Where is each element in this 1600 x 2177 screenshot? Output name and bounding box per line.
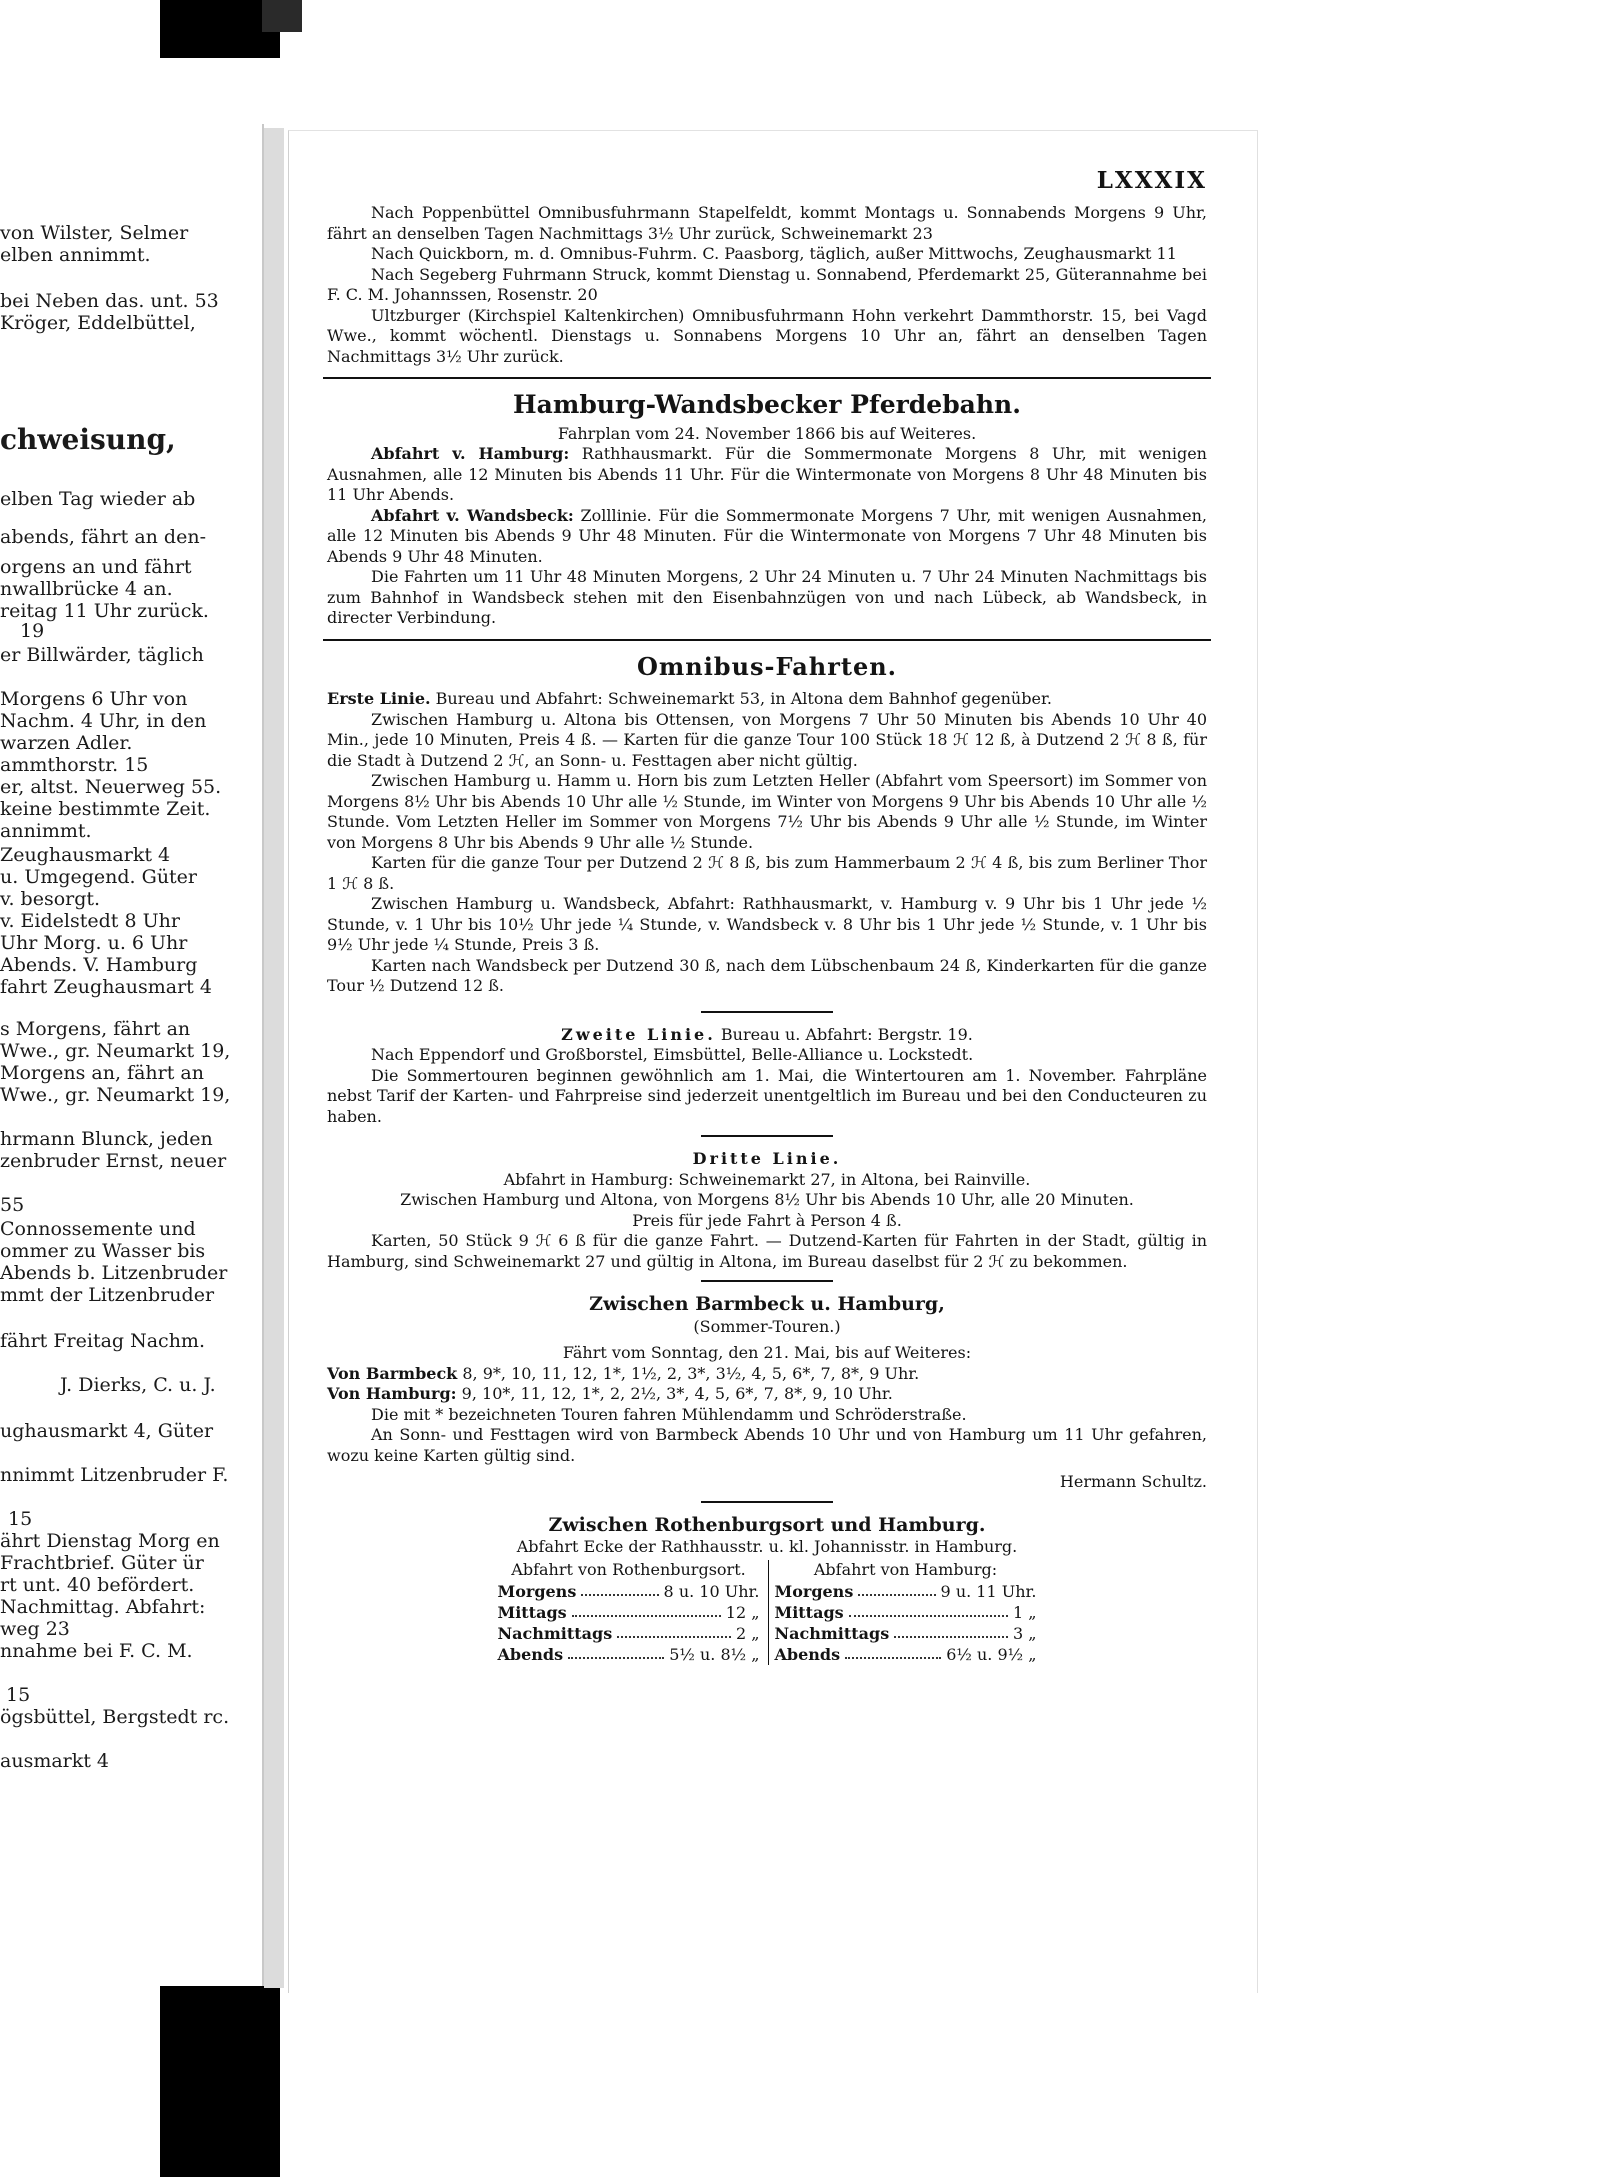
left-line: reitag 11 Uhr zurück.	[0, 600, 209, 622]
left-line: Zeughausmarkt 4	[0, 844, 171, 866]
page-number: LXXXIX	[1096, 167, 1207, 194]
barmbeck-from-hamburg	[327, 1384, 1207, 1405]
from-hamburg-label: Von Hamburg:	[327, 1384, 457, 1403]
horsetram-departure-wandsbeck	[327, 506, 1207, 568]
short-rule	[701, 1135, 833, 1137]
left-line: fahrt Zeughausmart 4	[0, 976, 212, 998]
line2-destinations: Nach Eppendorf und Großborstel, Eimsbüttel, Belle-Alliance u. Lockstedt.	[371, 1045, 974, 1064]
short-rule	[701, 1280, 833, 1282]
timetable-row	[498, 1644, 760, 1665]
left-line: elben annimmt.	[0, 244, 151, 266]
left-line: 55	[0, 1194, 25, 1216]
line3-office: Abfahrt in Hamburg: Schweinemarkt 27, in Altona, bei Rainville.	[503, 1169, 1031, 1189]
barmbeck-signature: Hermann Schultz.	[1059, 1472, 1207, 1491]
left-line: Nachm. 4 Uhr, in den	[0, 710, 207, 732]
row-value: 8 u. 10 Uhr.	[663, 1582, 760, 1601]
left-line: Nachmittag. Abfahrt:	[0, 1596, 206, 1618]
left-line: warzen Adler.	[0, 732, 133, 754]
timetable-row	[775, 1623, 1037, 1644]
left-line: Abends b. Litzenbruder	[0, 1262, 228, 1284]
left-line: Frachtbrief. Güter ür	[0, 1552, 204, 1574]
rothenburgsort-timetable	[327, 1560, 1207, 1666]
page-content	[327, 203, 1207, 1665]
left-line: rt unt. 40 befördert.	[0, 1574, 195, 1596]
short-rule	[701, 1501, 833, 1503]
timetable-row	[498, 1602, 760, 1623]
left-line: nnahme bei F. C. M.	[0, 1640, 193, 1662]
left-line: 15	[6, 1684, 31, 1706]
rothenburgsort-subtitle: Abfahrt Ecke der Rathhausstr. u. kl. Johannisstr. in Hamburg.	[516, 1537, 1018, 1556]
barmbeck-subtitle: (Sommer-Touren.)	[693, 1316, 841, 1336]
timetable-row	[498, 1623, 760, 1644]
timetable-col-heading: Abfahrt von Rothenburgsort.	[511, 1559, 746, 1579]
section-rule	[323, 639, 1211, 641]
timetable-col-heading: Abfahrt von Hamburg:	[813, 1559, 998, 1579]
from-barmbeck-times: 8, 9*, 10, 11, 12, 1*, 1½, 2, 3*, 3½, 4, 5, 6*, 7, 8*, 9 Uhr.	[462, 1363, 920, 1383]
left-line: Wwe., gr. Neumarkt 19,	[0, 1040, 231, 1062]
row-value: 6½ u. 9½ „	[946, 1645, 1037, 1664]
horsetram-title: Hamburg-Wandsbecker Pferdebahn.	[513, 390, 1021, 419]
from-barmbeck-label: Von Barmbeck	[327, 1363, 458, 1383]
timetable-col-rothenburgsort	[498, 1560, 769, 1666]
left-line: annimmt.	[0, 820, 92, 842]
line3-route: Zwischen Hamburg und Altona, von Morgens 8½ Uhr bis Abends 10 Uhr, alle 20 Minuten.	[400, 1190, 1134, 1209]
line2-text: Die Sommertouren beginnen gewöhnlich am 1. Mai, die Wintertouren am 1. November. Fahrpläne nebst Tarif der Karten- und Fahrpreise sind jederzeit unentgeltlich im Bureau und bei den Conducteuren zu haben.	[327, 1065, 1207, 1126]
left-line: er, altst. Neuerweg 55.	[0, 776, 222, 798]
left-line: v. Eidelstedt 8 Uhr	[0, 910, 180, 932]
left-line: zenbruder Ernst, neuer	[0, 1150, 227, 1172]
row-value: 3 „	[1012, 1624, 1037, 1643]
row-value: 2 „	[735, 1624, 760, 1643]
left-line: mmt der Litzenbruder	[0, 1284, 215, 1306]
left-line: keine bestimmte Zeit.	[0, 798, 211, 820]
row-label: Nachmittags	[497, 1624, 613, 1643]
left-line: Uhr Morg. u. 6 Uhr	[0, 932, 188, 954]
line2-office: Bureau u. Abfahrt: Bergstr. 19.	[720, 1024, 973, 1044]
left-line: nnimmt Litzenbruder F.	[0, 1464, 229, 1486]
left-line: s Morgens, fährt an	[0, 1018, 191, 1040]
row-label: Mittags	[774, 1603, 844, 1622]
left-line: 15	[8, 1508, 33, 1530]
left-line: Connossemente und	[0, 1218, 196, 1240]
rothenburgsort-title: Zwischen Rothenburgsort und Hamburg.	[548, 1513, 986, 1536]
left-line: Kröger, Eddelbüttel,	[0, 312, 196, 334]
row-value: 1 „	[1012, 1603, 1037, 1622]
left-line: weg 23	[0, 1618, 70, 1640]
left-line: er Billwärder, täglich	[0, 644, 204, 666]
line3-label: Dritte Linie.	[692, 1149, 842, 1168]
left-line: hrmann Blunck, jeden	[0, 1128, 213, 1150]
row-label: Morgens	[497, 1582, 577, 1601]
left-heading: chweisung,	[0, 423, 176, 456]
row-value: 5½ u. 8½ „	[669, 1645, 760, 1664]
carrier-entry: Nach Segeberg Fuhrmann Struck, kommt Dienstag u. Sonnabend, Pferdemarkt 25, Güterannahme bei F. C. M. Johannssen, Rosenstr. 20	[327, 264, 1207, 304]
scan-border-bottom	[160, 1985, 280, 2177]
row-label: Abends	[774, 1645, 841, 1664]
row-label: Morgens	[774, 1582, 854, 1601]
timetable-col-hamburg	[769, 1560, 1037, 1666]
dep-wandsbeck-text: Zolllinie. Für die Sommermonate Morgens 7 Uhr, mit wenigen Ausnahmen, alle 12 Minuten bis Abends 9 Uhr 48 Minuten. Für die Wintermonate von Morgens 7 Uhr 48 Minuten bis Abends 9 Uhr 48 Minuten.	[327, 505, 1208, 566]
main-page	[288, 130, 1258, 1993]
barmbeck-from-barmbeck	[327, 1364, 1207, 1385]
line1-paragraph: Zwischen Hamburg u. Altona bis Ottensen, von Morgens 7 Uhr 50 Minuten bis Abends 10 Uhr 40 Min., jede 10 Minuten, Preis 4 ß. — Karten für die ganze Tour 100 Stück 18 ℋ 12 ß, à Dutzend 2 ℋ 8 ß, für die Stadt à Dutzend 2 ℋ, an Sonn- u. Festtagen aber nicht gültig.	[327, 709, 1207, 770]
line3-cards: Karten, 50 Stück 9 ℋ 6 ß für die ganze Fahrt. — Dutzend-Karten für Fahrten in der Stadt, gültig in Hamburg, sind Schweinemarkt 27 und gültig in Altona, im Bureau daselbst für 2 ℋ zu bekommen.	[327, 1231, 1207, 1271]
left-line: Abends. V. Hamburg	[0, 954, 198, 976]
line1-paragraph: Zwischen Hamburg u. Hamm u. Horn bis zum Letzten Heller (Abfahrt vom Speersort) im Sommer von Morgens 8½ Uhr bis Abends 10 Uhr alle ½ Stunde, im Winter von Morgens 9 Uhr bis Abends 10 Uhr alle ½ Stunde. Vom Letzten Heller im Sommer von Morgens 7½ Uhr bis Abends 9 Uhr alle ½ Stunde, im Winter von Morgens 8 Uhr bis Abends 9 Uhr alle ½ Stunde.	[327, 771, 1207, 852]
left-line: abends, fährt an den-	[0, 526, 206, 548]
line1-paragraph: Zwischen Hamburg u. Wandsbeck, Abfahrt: Rathhausmarkt, v. Hamburg v. 9 Uhr bis 1 Uhr jede ½ Stunde, v. 1 Uhr bis 10½ Uhr jede ¼ Stunde, v. Wandsbeck v. 8 Uhr bis 1 Uhr jede ½ Stunde, v. 1 Uhr bis 9½ Uhr jede ¼ Stunde, Preis 3 ß.	[327, 894, 1207, 954]
section-rule	[323, 377, 1211, 379]
row-value: 9 u. 11 Uhr.	[940, 1582, 1037, 1601]
left-line: ommer zu Wasser bis	[0, 1240, 206, 1262]
left-line: v. besorgt.	[0, 888, 101, 910]
barmbeck-note: Die mit * bezeichneten Touren fahren Mühlendamm und Schröderstraße.	[371, 1404, 967, 1424]
short-rule	[701, 1011, 833, 1013]
timetable-row	[775, 1581, 1037, 1602]
left-line: ögsbüttel, Bergstedt rc.	[0, 1706, 230, 1728]
left-line: J. Dierks, C. u. J.	[60, 1374, 216, 1396]
barmbeck-valid: Fährt vom Sonntag, den 21. Mai, bis auf Weiteres:	[562, 1343, 972, 1362]
page-gutter	[264, 128, 284, 1988]
carrier-entry: Nach Quickborn, m. d. Omnibus-Fuhrm. C. Paasborg, täglich, außer Mittwochs, Zeughausmarkt 11	[371, 244, 1177, 263]
left-line: ammthorstr. 15	[0, 754, 149, 776]
dep-wandsbeck-label: Abfahrt v. Wandsbeck:	[371, 505, 574, 525]
row-label: Abends	[497, 1645, 564, 1664]
left-line: ughausmarkt 4, Güter	[0, 1420, 214, 1442]
carrier-entry: Nach Poppenbüttel Omnibusfuhrmann Stapelfeldt, kommt Montags u. Sonnabends Morgens 9 Uhr, fährt an denselben Tagen Nachmittags 3½ Uhr zurück, Schweinemarkt 23	[327, 203, 1207, 243]
scan-shadow-top	[262, 0, 302, 32]
timetable-row	[498, 1581, 760, 1602]
horsetram-connection: Die Fahrten um 11 Uhr 48 Minuten Morgens, 2 Uhr 24 Minuten u. 7 Uhr 24 Minuten Nachmittags bis zum Bahnhof in Wandsbeck stehen mit den Eisenbahnzügen von und nach Lübeck, ab Wandsbeck, in directer Verbindung.	[327, 567, 1207, 627]
timetable-row	[775, 1602, 1037, 1623]
line1-paragraph: Karten für die ganze Tour per Dutzend 2 ℋ 8 ß, bis zum Hammerbaum 2 ℋ 4 ß, bis zum Berliner Thor 1 ℋ 8 ß.	[327, 853, 1207, 893]
horsetram-departure-hamburg	[327, 444, 1207, 506]
line2-label: Zweite Linie.	[561, 1024, 716, 1044]
left-line: elben Tag wieder ab	[0, 488, 196, 510]
row-label: Nachmittags	[774, 1624, 890, 1643]
row-label: Mittags	[497, 1603, 567, 1622]
line1-paragraph: Karten nach Wandsbeck per Dutzend 30 ß, nach dem Lübschenbaum 24 ß, Kinderkarten für die ganze Tour ½ Dutzend 12 ß.	[327, 955, 1207, 995]
left-line: Wwe., gr. Neumarkt 19,	[0, 1084, 231, 1106]
barmbeck-holiday: An Sonn- und Festtagen wird von Barmbeck Abends 10 Uhr und von Hamburg um 11 Uhr gefahren, wozu keine Karten gültig sind.	[327, 1425, 1207, 1465]
left-line: bei Neben das. unt. 53	[0, 290, 219, 312]
left-line: orgens an und fährt	[0, 556, 192, 578]
left-line: Morgens an, fährt an	[0, 1062, 204, 1084]
dep-hamburg-label: Abfahrt v. Hamburg:	[371, 444, 570, 463]
omnibus-title: Omnibus-Fahrten.	[636, 651, 898, 681]
left-line: von Wilster, Selmer	[0, 222, 189, 244]
left-line: u. Umgegend. Güter	[0, 866, 198, 888]
line1-office: Bureau und Abfahrt: Schweinemarkt 53, in Altona dem Bahnhof gegenüber.	[435, 689, 1052, 708]
barmbeck-title: Zwischen Barmbeck u. Hamburg,	[589, 1293, 945, 1315]
left-line: ährt Dienstag Morg en	[0, 1530, 220, 1552]
left-page-fragment	[0, 124, 264, 1986]
line2-header	[327, 1025, 1207, 1046]
horsetram-schedule-line: Fahrplan vom 24. November 1866 bis auf Weiteres.	[557, 423, 977, 443]
from-hamburg-times: 9, 10*, 11, 12, 1*, 2, 2½, 3*, 4, 5, 6*, 7, 8*, 9, 10 Uhr.	[461, 1384, 893, 1403]
line1-label: Erste Linie.	[327, 689, 431, 708]
line3-price: Preis für jede Fahrt à Person 4 ß.	[632, 1210, 902, 1230]
line1-header	[327, 689, 1207, 710]
left-line: fährt Freitag Nachm.	[0, 1330, 205, 1352]
left-line: 19	[20, 620, 45, 642]
dep-hamburg-text: Rathhausmarkt. Für die Sommermonate Morgens 8 Uhr, mit wenigen Ausnahmen, alle 12 Minuten bis Abends 11 Uhr. Für die Wintermonate von Morgens 8 Uhr 48 Minuten bis 11 Uhr Abends.	[327, 444, 1207, 504]
carrier-entry: Ultzburger (Kirchspiel Kaltenkirchen) Omnibusfuhrmann Hohn verkehrt Dammthorstr. 15, bei Vagd Wwe., kommt wöchentl. Dienstags u. Sonnabens Morgens 10 Uhr an, fährt an denselben Tagen Nachmittags 3½ Uhr zurück.	[327, 305, 1207, 366]
left-line: nwallbrücke 4 an.	[0, 578, 173, 600]
left-line: ausmarkt 4	[0, 1750, 110, 1772]
left-line: Morgens 6 Uhr von	[0, 688, 188, 710]
row-value: 12 „	[725, 1603, 760, 1622]
timetable-row	[775, 1644, 1037, 1665]
